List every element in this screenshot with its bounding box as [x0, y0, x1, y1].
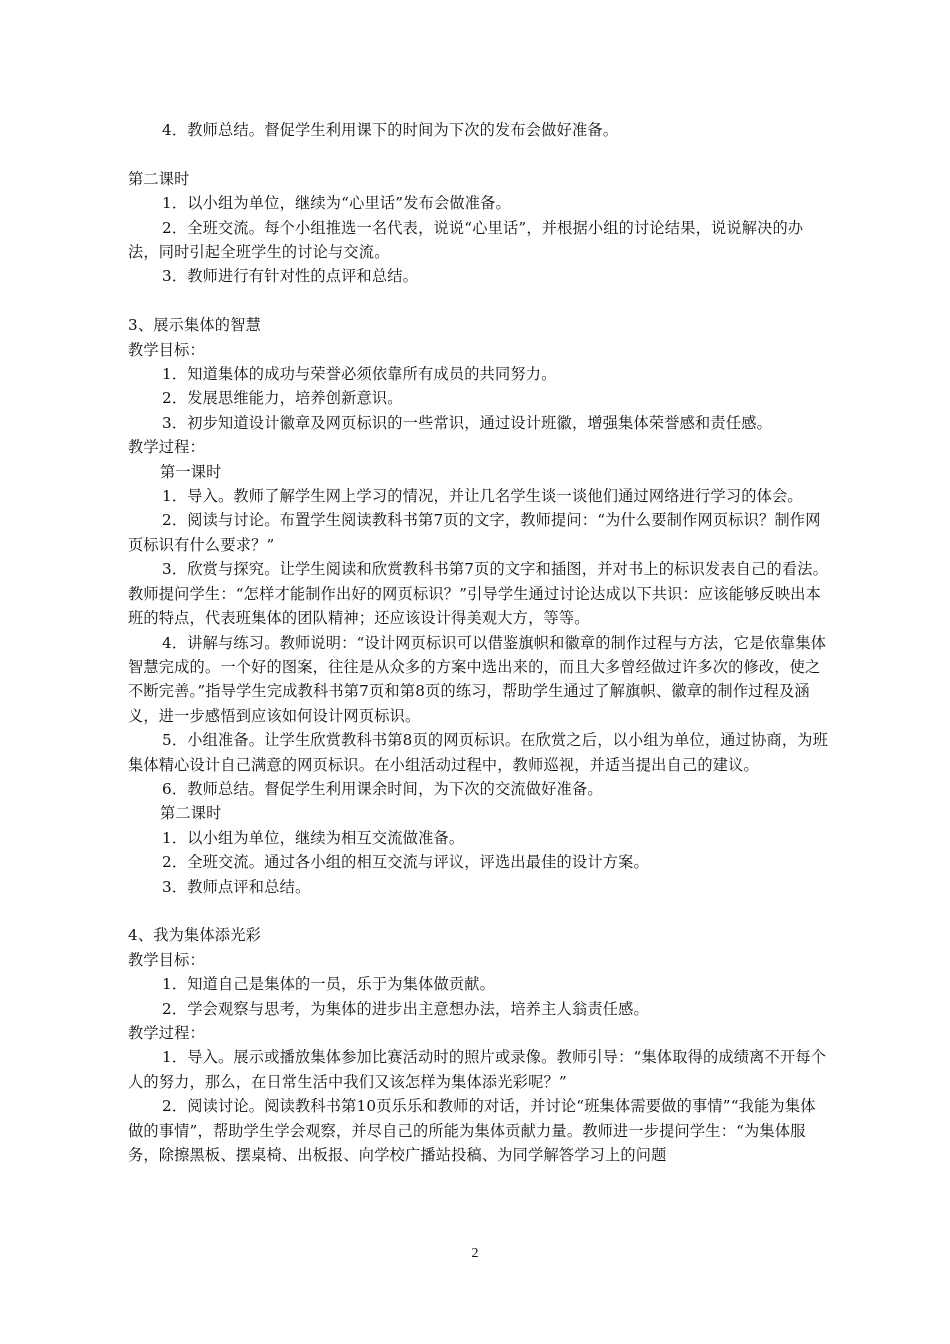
- blank-line: [128, 289, 828, 313]
- paragraph: 1．知道自己是集体的一员，乐于为集体做贡献。: [162, 975, 496, 994]
- paragraph: 2．全班交流。每个小组推选一名代表，说说“心里话”，并根据小组的讨论结果，说说解决的办法，同时引起全班学生的讨论与交流。: [128, 218, 804, 262]
- paragraph: 3．欣赏与探究。让学生阅读和欣赏教科书第7页的文字和插图，并对书上的标识发表自己的看法。教师提问学生：“怎样才能制作出好的网页标识？”引导学生通过讨论达成以下共识：应该能够反映出本班的特点，代表班集体的团队精神；还应该设计得美观大方，等等。: [128, 560, 829, 628]
- paragraph: 教学过程：: [128, 438, 205, 457]
- paragraph: 3．初步知道设计徽章及网页标识的一些常识，通过设计班徽，增强集体荣誉感和责任感。: [162, 413, 772, 432]
- paragraph: 1．以小组为单位，继续为“心里话”发布会做准备。: [162, 194, 511, 213]
- paragraph: 2．发展思维能力，培养创新意识。: [162, 389, 403, 408]
- paragraph: 2．阅读与讨论。布置学生阅读教科书第7页的文字，教师提问：“为什么要制作网页标识？制作网页标识有什么要求？”: [128, 511, 821, 554]
- blank-line: [128, 142, 828, 166]
- paragraph: 2．阅读讨论。阅读教科书第10页乐乐和教师的对话，并讨论“班集体需要做的事情”“我能为集体做的事情”，帮助学生学会观察，并尽自己的所能为集体贡献力量。教师进一步提问学生：“为集体服务，除擦黑板、摆桌椅、出板报、向学校广播站投稿、为同学解答学习上的问题: [128, 1097, 816, 1165]
- paragraph: 2．全班交流。通过各小组的相互交流与评议，评选出最佳的设计方案。: [162, 853, 649, 872]
- paragraph: 4．教师总结。督促学生利用课下的时间为下次的发布会做好准备。: [162, 121, 619, 139]
- paragraph: 1．导入。教师了解学生网上学习的情况，并让几名学生谈一谈他们通过网络进行学习的体会。: [162, 487, 803, 506]
- paragraph: 3．教师进行有针对性的点评和总结。: [162, 267, 419, 286]
- paragraph: 第二课时: [160, 804, 222, 823]
- paragraph: 3．教师点评和总结。: [162, 877, 311, 896]
- paragraph: 6．教师总结。督促学生利用课余时间，为下次的交流做好准备。: [162, 779, 603, 798]
- document-body: [128, 118, 828, 1167]
- paragraph: 4．讲解与练习。教师说明：“设计网页标识可以借鉴旗帜和徽章的制作过程与方法，它是依靠集体智慧完成的。一个好的图案，往往是从众多的方案中选出来的，而且大多曾经做过许多次的修改，使之不断完善。”指导学生完成教科书第7页和第8页的练习，帮助学生通过了解旗帜、徽章的制作过程及涵义，进一步感悟到应该如何设计网页标识。: [128, 633, 827, 725]
- paragraph: 教学目标：: [128, 950, 205, 969]
- paragraph: 1．导入。展示或播放集体参加比赛活动时的照片或录像。教师引导：“集体取得的成绩离不开每个人的努力，那么，在日常生活中我们又该怎样为集体添光彩呢？”: [128, 1048, 827, 1091]
- paragraph: 5．小组准备。让学生欣赏教科书第8页的网页标识。在欣赏之后，以小组为单位，通过协商，为班集体精心设计自己满意的网页标识。在小组活动过程中，教师巡视，并适当提出自己的建议。: [128, 731, 829, 774]
- page-number: 2: [471, 1246, 479, 1261]
- paragraph: 3、展示集体的智慧: [128, 316, 261, 335]
- paragraph: 4、我为集体添光彩: [128, 926, 261, 945]
- blank-line: [128, 899, 828, 923]
- paragraph: 第二课时: [128, 169, 190, 188]
- paragraph: 教学过程：: [128, 1023, 205, 1042]
- paragraph: 2．学会观察与思考，为集体的进步出主意想办法，培养主人翁责任感。: [162, 999, 649, 1018]
- paragraph: 1．知道集体的成功与荣誉必须依靠所有成员的共同努力。: [162, 365, 557, 384]
- paragraph: 1．以小组为单位，继续为相互交流做准备。: [162, 828, 465, 847]
- paragraph: 第一课时: [160, 462, 222, 481]
- paragraph: 教学目标：: [128, 340, 205, 359]
